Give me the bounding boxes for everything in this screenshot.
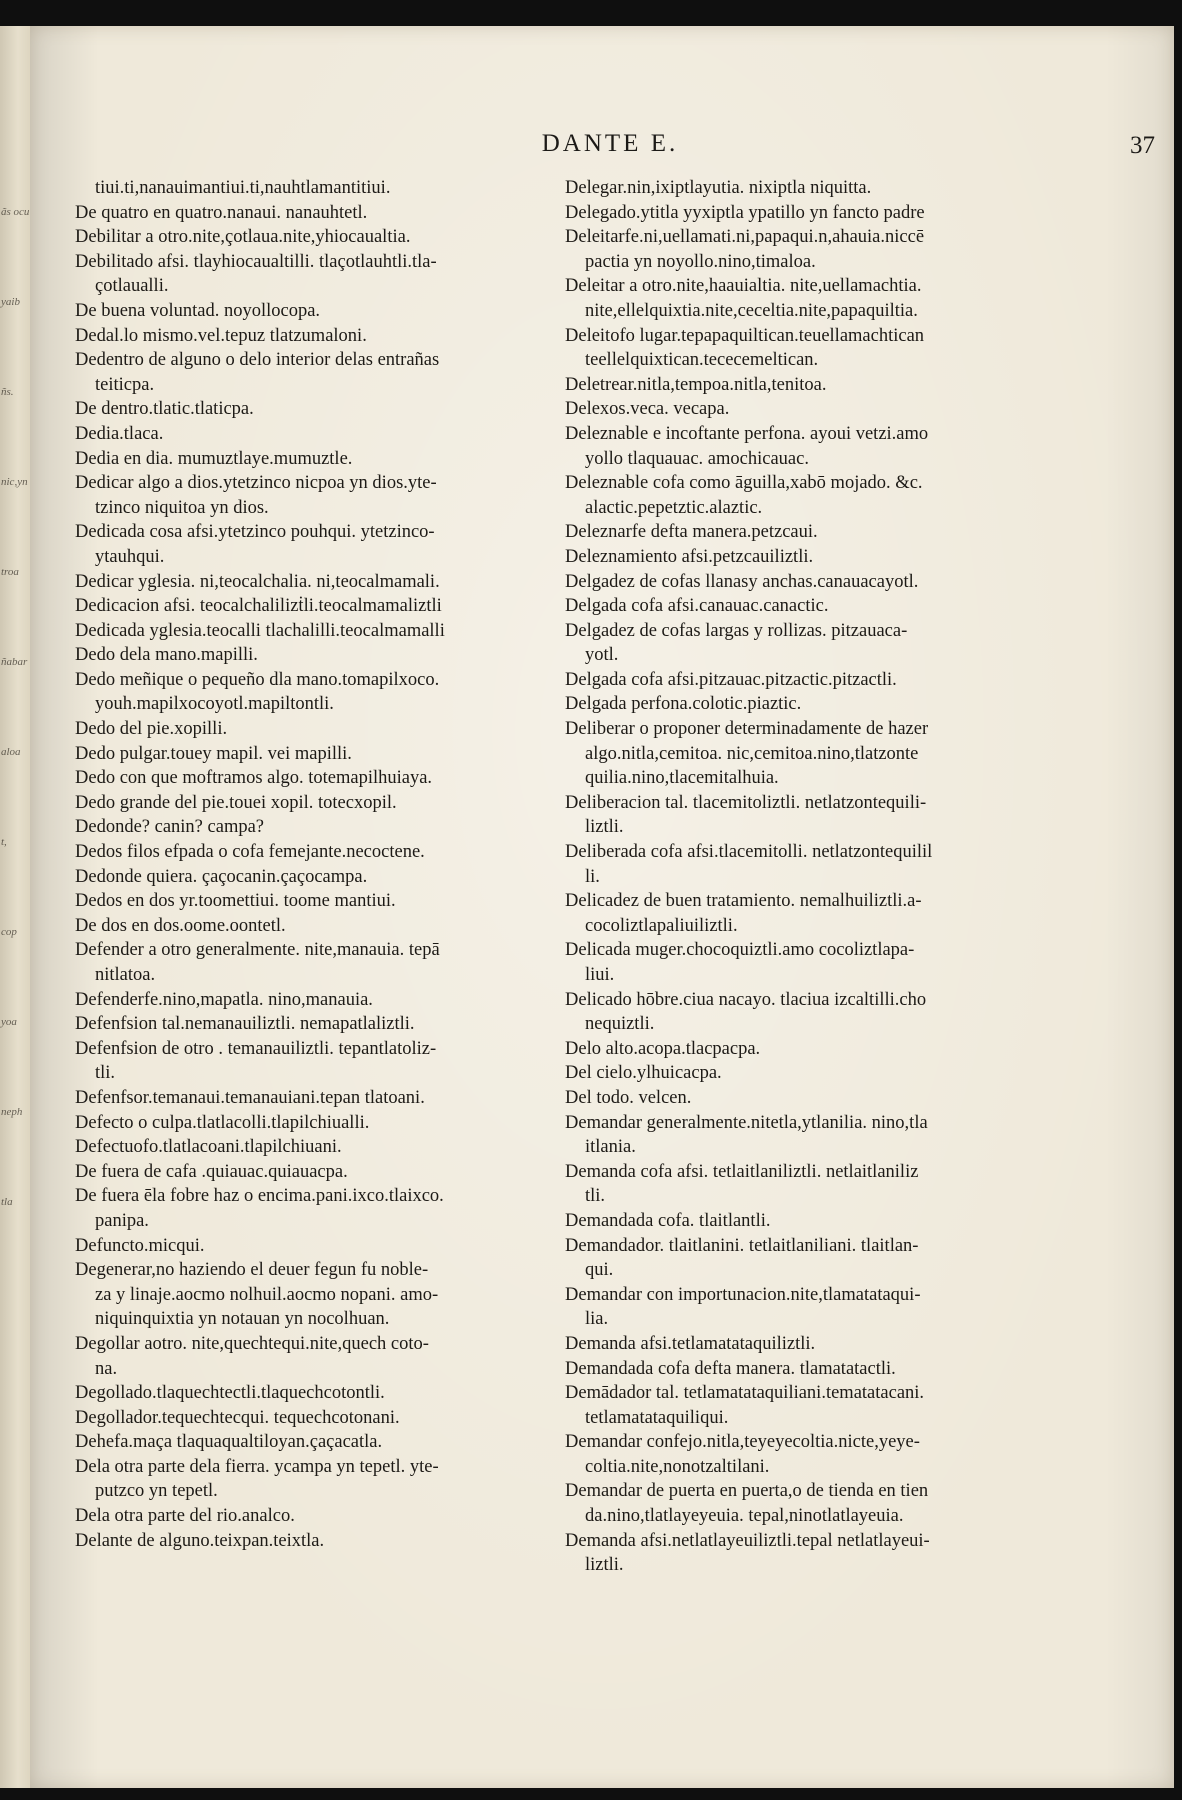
right-column-entry-line: Deleznable e incoftante perfona. ayoui vetzi.amo bbox=[565, 423, 929, 444]
right-column-entry-line: liztli. bbox=[585, 1555, 624, 1576]
right-column-entry-line: Delgada perfona.colotic.piaztic. bbox=[565, 694, 802, 715]
right-column-entry-line: yollo tlaquauac. amochicauac. bbox=[585, 448, 809, 469]
left-column-entry-line: Dedo grande del pie.touei xopil. totecxopil. bbox=[75, 792, 397, 813]
left-column-entry-line: De fuera ēla fobre haz o encima.pani.ixco.tlaixco. bbox=[75, 1186, 444, 1207]
right-column-entry-line: cocoliztlapaliuiliztli. bbox=[585, 915, 738, 936]
right-column-entry-line: yotl. bbox=[585, 645, 619, 666]
right-column-entry-line: da.nino,tlatlayeyeuia. tepal,ninotlatlayeuia. bbox=[585, 1506, 904, 1527]
right-column-entry-line: tli. bbox=[585, 1186, 606, 1207]
right-column-entry-line: Delo alto.acopa.tlacpacpa. bbox=[565, 1038, 761, 1059]
right-column-entry-line: Demandador. tlaitlanini. tetlaitlaniliani. tlaitlan- bbox=[565, 1235, 919, 1256]
left-column-entry-line: Defectuofo.tlatlacoani.tlapilchiuani. bbox=[75, 1137, 342, 1158]
right-column-entry-line: nequiztli. bbox=[585, 1014, 655, 1035]
right-column-entry-line: Demandar confejo.nitla,teyeyecoltia.nicte,yeye- bbox=[565, 1432, 920, 1453]
left-column-entry-line: niquinquixtia yn notauan yn nocolhuan. bbox=[95, 1309, 390, 1330]
right-column-entry-line: Deleznable cofa como āguilla,xabō mojado. &c. bbox=[565, 473, 923, 494]
right-column-entry-line: Demādador tal. tetlamatataquiliani.tematatacani. bbox=[565, 1383, 925, 1404]
right-column-entry-line: Delgadez de cofas llanasy anchas.canauacayotl. bbox=[565, 571, 919, 592]
running-head: DANTE E. bbox=[541, 130, 679, 157]
right-column-entry-line: Demandar con importunacion.nite,tlamatataqui- bbox=[565, 1284, 921, 1305]
book-page bbox=[30, 26, 1174, 1788]
right-column-entry-line: Deleitar a otro.nite,haauialtia. nite,uellamachtia. bbox=[565, 276, 922, 297]
left-column-entry-line: Dela otra parte dela fierra. ycampa yn tepetl. yte- bbox=[75, 1456, 439, 1477]
left-column-entry-line: Delante de alguno.teixpan.teixtla. bbox=[75, 1530, 325, 1551]
left-column-entry-line: tiui.ti,nanauimantiui.ti,nauhtlamantitiui. bbox=[95, 178, 391, 198]
left-column-entry-line: tli. bbox=[95, 1063, 116, 1084]
margin-fragment: yaib bbox=[1, 296, 20, 308]
margin-fragment: troa bbox=[1, 566, 19, 578]
left-column-entry-line: Degenerar,no haziendo el deuer fegun fu noble- bbox=[75, 1260, 429, 1281]
left-column-entry-line: Dedentro de alguno o delo interior delas entrañas bbox=[75, 350, 440, 371]
right-column-entry-line: itlania. bbox=[585, 1137, 636, 1158]
left-column-entry-line: Dedonde quiera. çaçocanin.çaçocampa. bbox=[75, 866, 368, 887]
left-column-entry-line: Defenfsor.temanaui.temanauiani.tepan tlatoani. bbox=[75, 1087, 425, 1108]
left-column-entry-line: youh.mapilxocoyotl.mapiltontli. bbox=[95, 694, 334, 715]
right-column-entry-line: tetlamatataquiliqui. bbox=[585, 1407, 729, 1428]
left-column-entry-line: Dedicada cosa afsi.ytetzinco pouhqui. ytetzinco- bbox=[75, 522, 435, 543]
right-column-entry-line: Deletrear.nitla,tempoa.nitla,tenitoa. bbox=[565, 374, 827, 395]
left-column-entry-line: Degollado.tlaquechtectli.tlaquechcotontli. bbox=[75, 1383, 385, 1404]
right-column-entry-line: Delegar.nin,ixiptlayutia. nixiptla niquitta. bbox=[565, 178, 872, 198]
margin-fragment: ñabar bbox=[1, 656, 28, 668]
right-column-entry-line: lia. bbox=[585, 1309, 609, 1330]
left-column-entry-line: Degollador.tequechtecqui. tequechcotonani. bbox=[75, 1407, 400, 1428]
right-column-entry-line: teellelquixtican.tececemeltican. bbox=[585, 350, 819, 371]
left-column-entry-line: Degollar aotro. nite,quechtequi.nite,quech coto- bbox=[75, 1333, 429, 1354]
left-column-entry-line: Dedicar yglesia. ni,teocalchalia. ni,teocalmamali. bbox=[75, 571, 440, 592]
right-column-entry-line: qui. bbox=[585, 1260, 614, 1281]
margin-fragment: cop bbox=[1, 926, 17, 938]
left-column-entry-line: Dedicada yglesia.teocalli tlachalilli.teocalmamalli bbox=[75, 620, 445, 641]
right-column-entry-line: Demandada cofa. tlaitlantli. bbox=[565, 1210, 771, 1231]
left-column-entry-line: De dentro.tlatic.tlaticpa. bbox=[75, 399, 254, 420]
right-column-entry-line: alactic.pepetztic.alaztic. bbox=[585, 497, 763, 518]
right-column-entry-line: Delgada cofa afsi.pitzauac.pitzactic.pitzactli. bbox=[565, 669, 897, 690]
right-column-entry-line: Deleznamiento afsi.petzcauiliztli. bbox=[565, 546, 814, 567]
margin-fragment: t, bbox=[1, 836, 7, 848]
right-column bbox=[565, 176, 1075, 1578]
left-column-entry-line: Dedicar algo a dios.ytetzinco nicpoa yn dios.yte- bbox=[75, 473, 437, 494]
left-column-entry-line: za y linaje.aocmo nolhuil.aocmo nopani. amo- bbox=[95, 1284, 439, 1305]
right-column-entry-line: Delicado hōbre.ciua nacayo. tlaciua izcaltilli.cho bbox=[565, 989, 927, 1010]
right-column-entry-line: Demandada cofa defta manera. tlamatatactli. bbox=[565, 1358, 896, 1379]
left-column-entry-line: Dedia en dia. mumuztlaye.mumuztle. bbox=[75, 448, 353, 469]
left-column-entry-line: Dedo meñique o pequeño dla mano.tomapilxoco. bbox=[75, 669, 440, 690]
left-column-entry-line: Dedia.tlaca. bbox=[75, 423, 164, 444]
left-column-entry-line: ytauhqui. bbox=[95, 546, 165, 567]
left-column-entry-line: Dedo con que moftramos algo. totemapilhuiaya. bbox=[75, 768, 433, 789]
right-column-entry-line: liztli. bbox=[585, 817, 624, 838]
left-column-entry-line: Defuncto.micqui. bbox=[75, 1235, 205, 1256]
left-column-entry-line: De fuera de cafa .quiauac.quiauacpa. bbox=[75, 1161, 348, 1182]
right-column-entry-line: Deliberar o proponer determinadamente de hazer bbox=[565, 719, 929, 740]
margin-fragment: nic,yn bbox=[1, 476, 28, 488]
left-column-entry-line: na. bbox=[95, 1358, 118, 1379]
right-column-entry-line: Deleitofo lugar.tepapaquiltican.teuellamachtican bbox=[565, 325, 925, 346]
left-column-entry-line: panipa. bbox=[95, 1210, 149, 1231]
right-column-entry-line: liui. bbox=[585, 965, 615, 985]
left-column-entry-line: tzinco niquitoa yn dios. bbox=[95, 497, 269, 518]
left-column-entry-line: Dedos en dos yr.toomettiui. toome mantiui. bbox=[75, 891, 396, 912]
margin-fragment: tla bbox=[1, 1196, 13, 1208]
right-column-entry-line: Delexos.veca. vecapa. bbox=[565, 399, 730, 420]
right-column-entry-line: Demandar generalmente.nitetla,ytlanilia. nino,tla bbox=[565, 1112, 928, 1133]
left-column-entry-line: Dedos filos efpada o cofa femejante.necoctene. bbox=[75, 842, 425, 863]
right-column-entry-line: Demanda afsi.netlatlayeuiliztli.tepal netlatlayeui- bbox=[565, 1530, 930, 1551]
left-column-entry-line: De buena voluntad. noyollocopa. bbox=[75, 300, 321, 321]
left-column-entry-line: Defenfsion tal.nemanauiliztli. nemapatlaliztli. bbox=[75, 1014, 415, 1035]
right-column-entry-line: Demanda afsi.tetlamatataquiliztli. bbox=[565, 1333, 816, 1354]
margin-fragment: yoa bbox=[1, 1016, 17, 1028]
right-column-entry-line: Delgada cofa afsi.canauac.canactic. bbox=[565, 596, 829, 617]
left-column-entry-line: putzco yn tepetl. bbox=[95, 1481, 218, 1502]
page-number: 37 bbox=[1130, 132, 1155, 159]
right-column-entry-line: Del todo. velcen. bbox=[565, 1087, 692, 1108]
left-column-entry-line: Debilitado afsi. tlayhiocaualtilli. tlaçotlauhtli.tla- bbox=[75, 251, 437, 272]
right-column-entry-line: algo.nitla,cemitoa. nic,cemitoa.nino,tlatzonte bbox=[585, 743, 919, 764]
right-column-entry-line: Deleznarfe defta manera.petzcaui. bbox=[565, 522, 818, 543]
right-column-entry-line: li. bbox=[585, 866, 600, 887]
margin-fragment: aloa bbox=[1, 746, 21, 758]
left-column-entry-line: Defenderfe.nino,mapatla. nino,manauia. bbox=[75, 989, 373, 1010]
right-column-entry-line: coltia.nite,nonotzaltilani. bbox=[585, 1456, 770, 1477]
left-column-entry-line: De quatro en quatro.nanaui. nanauhtetl. bbox=[75, 202, 368, 223]
left-column-entry-line: Dela otra parte del rio.analco. bbox=[75, 1506, 295, 1527]
left-column-entry-line: Defender a otro generalmente. nite,manauia. tepā bbox=[75, 940, 440, 961]
left-column-entry-line: De dos en dos.oome.oontetl. bbox=[75, 915, 286, 936]
left-column-entry-line: çotlaualli. bbox=[95, 276, 169, 297]
right-column-entry-line: Delicadez de buen tratamiento. nemalhuiliztli.a- bbox=[565, 891, 922, 912]
left-column-entry-line: Dedo pulgar.touey mapil. vei mapilli. bbox=[75, 743, 352, 764]
right-column-entry-line: nite,ellelquixtia.nite,ceceltia.nite,papaquiltia. bbox=[585, 300, 918, 321]
right-column-entry-line: pactia yn noyollo.nino,timaloa. bbox=[585, 251, 816, 272]
right-column-entry-line: Delicada muger.chocoquiztli.amo cocoliztlapa- bbox=[565, 940, 915, 961]
right-column-entry-line: Deleitarfe.ni,uellamati.ni,papaqui.n,ahauia.niccē bbox=[565, 227, 925, 248]
left-column-entry-line: Dedo dela mano.mapilli. bbox=[75, 645, 258, 666]
left-column-entry-line: Dedonde? canin? campa? bbox=[75, 817, 265, 838]
right-column-entry-line: Del cielo.ylhuicacpa. bbox=[565, 1063, 722, 1084]
left-column-entry-line: Defenfsion de otro . temanauiliztli. tepantlatoliz- bbox=[75, 1038, 437, 1059]
left-column-entry-line: Debilitar a otro.nite,çotlaua.nite,yhiocaualtia. bbox=[75, 227, 411, 248]
left-column-entry-line: Dehefa.maça tlaquaqualtiloyan.çaçacatla. bbox=[75, 1432, 383, 1453]
left-column-entry-line: teiticpa. bbox=[95, 374, 155, 395]
left-column-entry-line: Dedicacion afsi. teocalchalilizṫli.teocalmamaliztli bbox=[75, 596, 442, 617]
right-column-entry-line: Delegado.ytitla yyxiptla ypatillo yn fancto padre bbox=[565, 202, 925, 223]
left-column-entry-line: Defecto o culpa.tlatlacolli.tlapilchiualli. bbox=[75, 1112, 370, 1133]
left-column-entry-line: nitlatoa. bbox=[95, 965, 156, 985]
right-column-entry-line: Deliberacion tal. tlacemitoliztli. netlatzontequili- bbox=[565, 792, 927, 813]
left-column-entry-line: Dedal.lo mismo.vel.tepuz tlatzumaloni. bbox=[75, 325, 367, 346]
margin-fragment: ãs ocu bbox=[1, 206, 30, 218]
right-column-entry-line: Deliberada cofa afsi.tlacemitolli. netlatzontequilil bbox=[565, 842, 933, 863]
right-column-entry-line: quilia.nino,tlacemitalhuia. bbox=[585, 768, 779, 789]
right-column-entry-line: Delgadez de cofas largas y rollizas. pitzauaca- bbox=[565, 620, 908, 641]
left-column-entry-line: Dedo del pie.xopilli. bbox=[75, 719, 228, 740]
margin-fragment: ñs. bbox=[1, 386, 14, 398]
margin-fragment: neph bbox=[1, 1106, 23, 1118]
right-column-entry-line: Demanda cofa afsi. tetlaitlaniliztli. netlaitlaniliz bbox=[565, 1161, 919, 1182]
previous-page-edge bbox=[0, 26, 30, 1788]
left-column bbox=[75, 176, 575, 1553]
right-column-entry-line: Demandar de puerta en puerta,o de tienda en tien bbox=[565, 1481, 929, 1502]
